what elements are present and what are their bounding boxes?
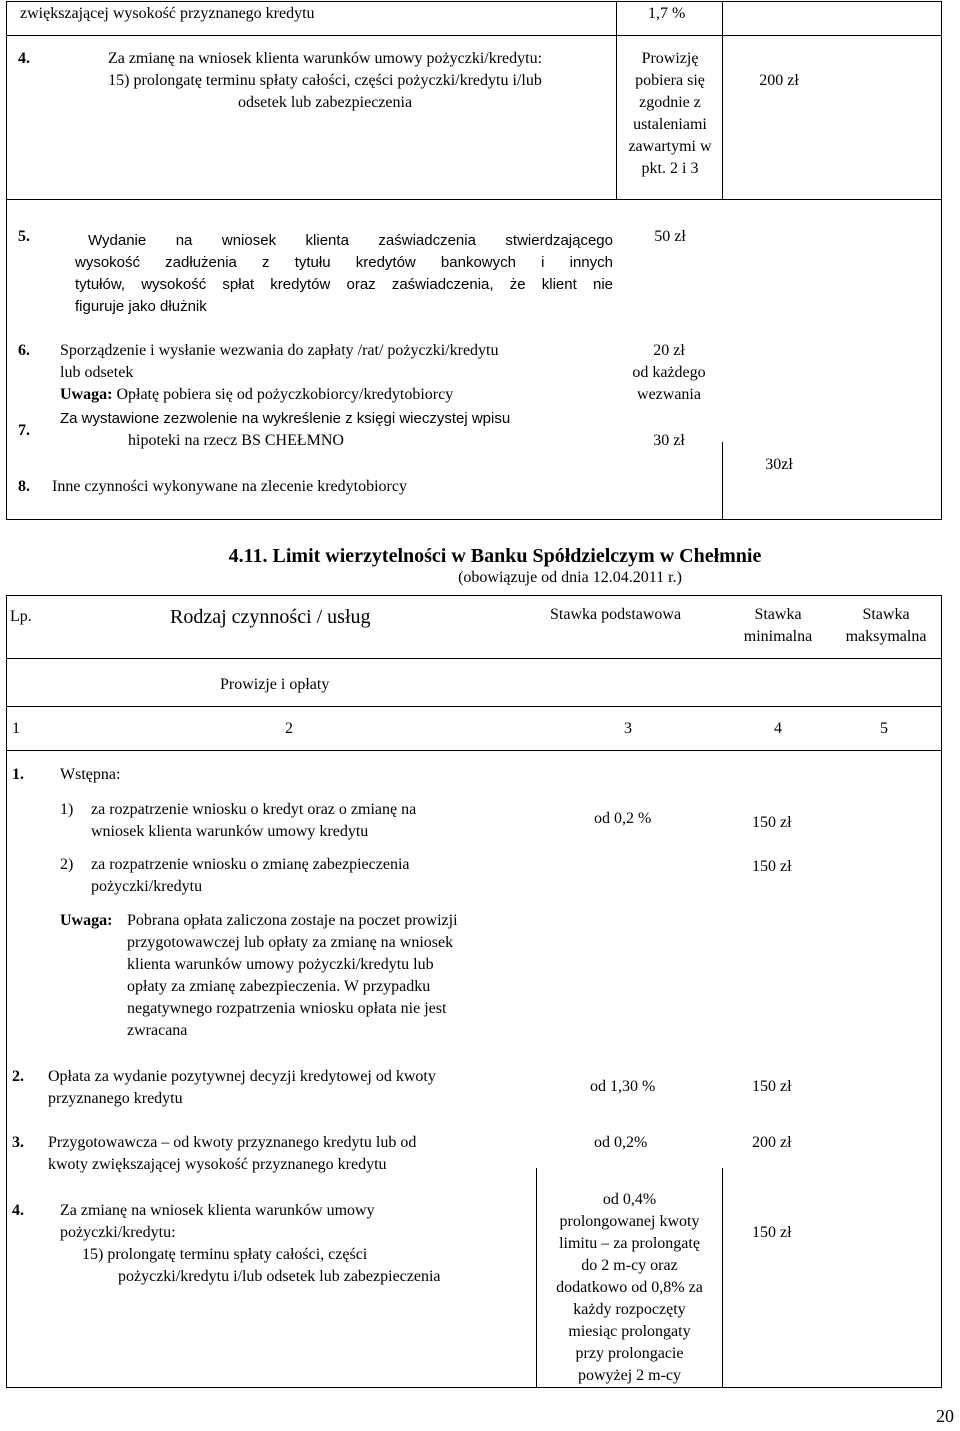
row-text-line: Opłata za wydanie pozytywnej decyzji kredytowej od kwoty bbox=[48, 1068, 436, 1085]
fee-value: 50 zł bbox=[654, 228, 686, 245]
header-type: Rodzaj czynności / usług bbox=[170, 606, 371, 628]
header-min-rate-line: minimalna bbox=[743, 628, 813, 645]
row-number: 2. bbox=[12, 1068, 24, 1085]
row-text-line: wysokość zadłużenia z tytułu kredytów bankowych i innych bbox=[75, 254, 613, 271]
row-text-line: 15) prolongatę terminu spłaty całości, części pożyczki/kredytu i/lub bbox=[108, 72, 542, 89]
base-rate-line: miesiąc prolongaty bbox=[568, 1323, 691, 1340]
row-text-line: pożyczki/kredytu: bbox=[60, 1224, 176, 1241]
item-text-line: pożyczki/kredytu bbox=[91, 878, 203, 895]
note-line: zwracana bbox=[127, 1022, 188, 1039]
fee-line: wezwania bbox=[637, 386, 701, 403]
base-rate: od 1,30 % bbox=[590, 1078, 656, 1095]
column-number: 3 bbox=[624, 720, 632, 737]
row-number: 8. bbox=[18, 478, 30, 495]
fee-value: 30 zł bbox=[653, 432, 685, 449]
row-text-line: Wydanie na wniosek klienta zaświadczenia stwierdzającego bbox=[88, 232, 613, 249]
base-rate: od 0,2 % bbox=[594, 810, 652, 827]
column-number: 5 bbox=[880, 720, 888, 737]
row-text-line: Za zmianę na wniosek klienta warunków umowy pożyczki/kredytu: bbox=[107, 50, 543, 67]
row-number: 4. bbox=[12, 1202, 24, 1219]
item-number: 2) bbox=[60, 856, 74, 873]
row-note bbox=[60, 384, 453, 406]
page-number: 20 bbox=[936, 1406, 954, 1426]
column-number: 4 bbox=[774, 720, 782, 737]
rate-line: Prowizję bbox=[641, 50, 699, 67]
note-label: Uwaga: bbox=[60, 386, 113, 403]
base-rate-line: powyżej 2 m-cy bbox=[577, 1367, 682, 1384]
row-text-line: pożyczki/kredytu i/lub odsetek lub zabezpieczenia bbox=[118, 1268, 441, 1285]
rate-line: zgodnie z bbox=[639, 94, 701, 111]
column-number: 1 bbox=[12, 720, 20, 737]
row-text-line: kwoty zwiększającej wysokość przyznanego kredytu bbox=[48, 1156, 387, 1173]
item-text-line: za rozpatrzenie wniosku o zmianę zabezpieczenia bbox=[91, 856, 410, 873]
note-line: opłaty za zmianę zabezpieczenia. W przypadku bbox=[127, 978, 431, 995]
note-label: Uwaga: bbox=[60, 912, 113, 929]
min-rate: 150 zł bbox=[752, 1078, 792, 1095]
header-lp: Lp. bbox=[10, 608, 32, 625]
row-text-line: Za zmianę na wniosek klienta warunków umowy bbox=[60, 1202, 375, 1219]
row-text-line: Przygotowawcza – od kwoty przyznanego kredytu lub od bbox=[48, 1134, 417, 1151]
column-number: 2 bbox=[285, 720, 293, 737]
header-max-rate-line: maksymalna bbox=[845, 628, 927, 645]
note-line: Pobrana opłata zaliczona zostaje na poczet prowizji bbox=[127, 912, 458, 929]
base-rate-line: do 2 m-cy oraz bbox=[581, 1257, 678, 1274]
min-rate: 150 zł bbox=[752, 858, 792, 875]
row-text-line: Sporządzenie i wysłanie wezwania do zapłaty /rat/ pożyczki/kredytu bbox=[60, 342, 499, 359]
rate-line: pobiera się bbox=[635, 72, 705, 89]
continued-text: zwiększającej wysokość przyznanego kredytu bbox=[20, 5, 315, 22]
row-text-line: figuruje jako dłużnik bbox=[75, 298, 207, 315]
note-line: klienta warunków umowy pożyczki/kredytu lub bbox=[127, 956, 434, 973]
fee-line: od każdego bbox=[632, 364, 706, 381]
row-number: 3. bbox=[12, 1134, 24, 1151]
min-rate: 150 zł bbox=[752, 814, 792, 831]
base-rate-line: prolongowanej kwoty bbox=[559, 1213, 700, 1230]
base-rate-line: dodatkowo od 0,8% za bbox=[556, 1279, 703, 1296]
base-rate-line: limitu – za prolongatę bbox=[559, 1235, 700, 1252]
row-text-line: odsetek lub zabezpieczenia bbox=[237, 94, 413, 111]
fee-value: 200 zł bbox=[759, 72, 799, 89]
note-line: przygotowawczej lub opłaty za zmianę na wniosek bbox=[127, 934, 454, 951]
fee-value: 30zł bbox=[765, 456, 793, 473]
note-line: negatywnego rozpatrzenia wniosku opłata nie jest bbox=[127, 1000, 447, 1017]
row-title: Wstępna: bbox=[60, 766, 121, 783]
min-rate: 200 zł bbox=[752, 1134, 792, 1151]
row-text-line: hipoteki na rzecz BS CHEŁMNO bbox=[128, 432, 344, 449]
item-number: 1) bbox=[60, 801, 74, 818]
rate-line: pkt. 2 i 3 bbox=[641, 160, 699, 177]
row-text-line: tytułów, wysokość spłat kredytów oraz zaświadczenia, że klient nie bbox=[75, 276, 613, 293]
row-number: 7. bbox=[18, 422, 30, 439]
row-number: 1. bbox=[12, 766, 24, 783]
row-text-line: Inne czynności wykonywane na zlecenie kredytobiorcy bbox=[52, 478, 407, 495]
section-subtitle: (obowiązuje od dnia 12.04.2011 r.) bbox=[458, 569, 682, 586]
row-text-line: lub odsetek bbox=[60, 364, 134, 381]
rate-line: zawartymi w bbox=[628, 138, 712, 155]
row-text-line: Za wystawione zezwolenie na wykreślenie z księgi wieczystej wpisu bbox=[60, 410, 511, 427]
note-text: Opłatę pobiera się od pożyczkobiorcy/kredytobiorcy bbox=[116, 386, 454, 403]
item-text-line: wniosek klienta warunków umowy kredytu bbox=[91, 823, 369, 840]
header-base-rate: Stawka podstawowa bbox=[550, 606, 682, 623]
row-number: 6. bbox=[18, 342, 30, 359]
rate-line: ustaleniami bbox=[633, 116, 707, 133]
min-rate: 150 zł bbox=[752, 1224, 792, 1241]
row-text-line: 15) prolongatę terminu spłaty całości, części bbox=[82, 1246, 368, 1263]
fee-line: 20 zł bbox=[653, 342, 685, 359]
base-rate: od 0,2% bbox=[594, 1134, 648, 1151]
continued-rate: 1,7 % bbox=[648, 5, 686, 22]
header-max-rate-line: Stawka bbox=[862, 606, 910, 623]
section-title: 4.11. Limit wierzytelności w Banku Spółdzielczym w Chełmnie bbox=[228, 545, 762, 567]
row-text-line: przyznanego kredytu bbox=[48, 1090, 183, 1107]
group-title: Prowizje i opłaty bbox=[220, 676, 330, 693]
base-rate-line: przy prolongacie bbox=[575, 1345, 684, 1362]
base-rate-line: każdy rozpoczęty bbox=[573, 1301, 686, 1318]
row-number: 4. bbox=[18, 50, 30, 67]
header-min-rate-line: Stawka bbox=[754, 606, 802, 623]
item-text-line: za rozpatrzenie wniosku o kredyt oraz o zmianę na bbox=[91, 801, 417, 818]
base-rate-line: od 0,4% bbox=[602, 1191, 657, 1208]
row-number: 5. bbox=[18, 228, 30, 245]
